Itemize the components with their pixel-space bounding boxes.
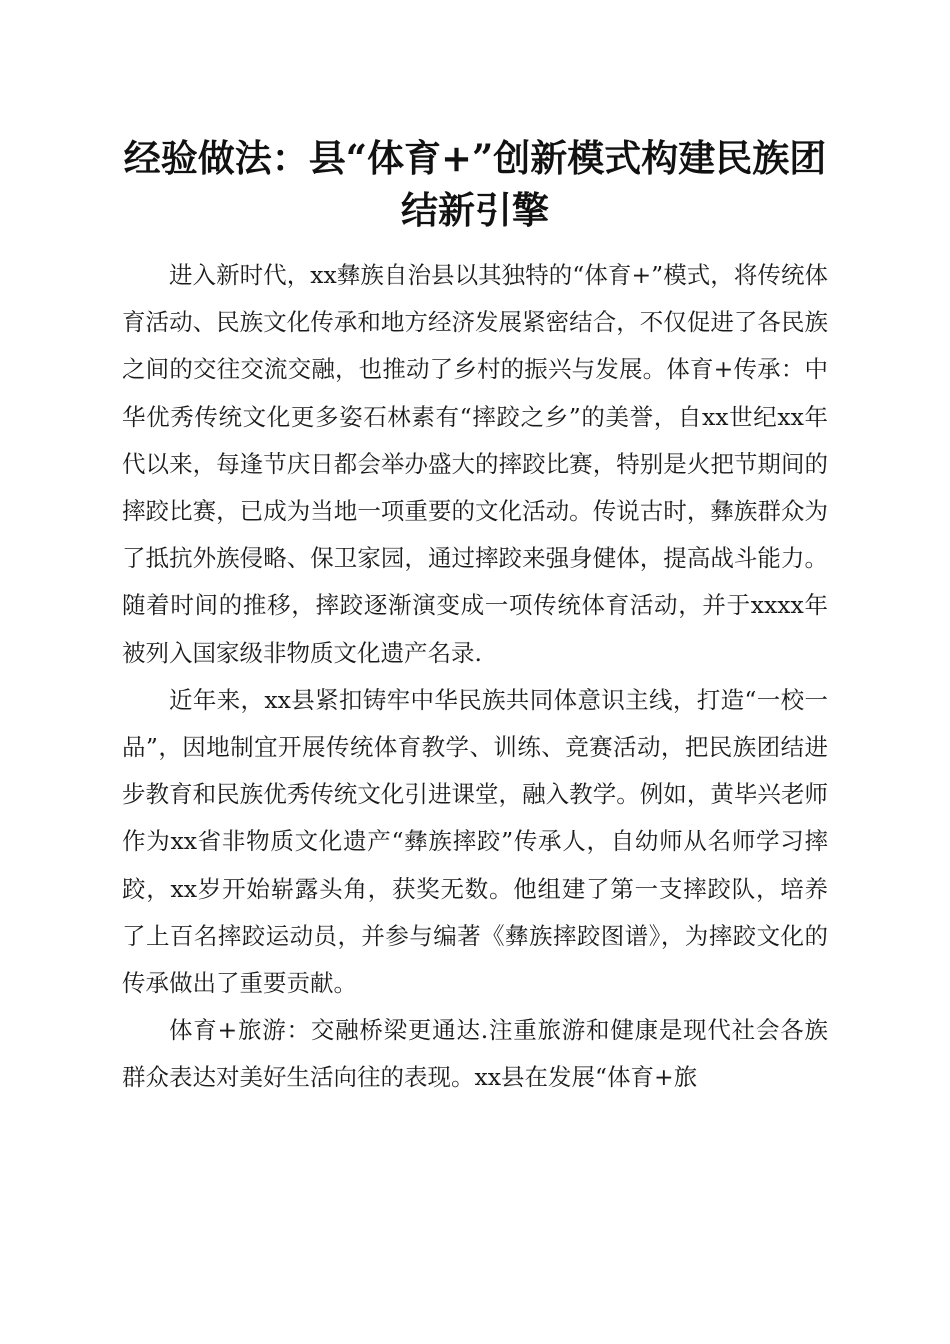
paragraph: 体育+旅游：交融桥梁更通达.注重旅游和健康是现代社会各族群众表达对美好生活向往的表现。xx县在发展“体育+旅 xyxy=(122,1016,828,1092)
paragraph: 近年来，xx县紧扣铸牢中华民族共同体意识主线，打造“一校一品”，因地制宜开展传统体育教学、训练、竞赛活动，把民族团结进步教育和民族优秀传统文化引进课堂，融入教学。例如，黄毕兴老师作为xx省非物质文化遗产“彝族摔跤”传承人，自幼师从名师学习摔跤，xx岁开始崭露头角，获奖无数。他组建了第一支摔跤队，培养了上百名摔跤运动员，并参与编著《彝族摔跤图谱》，为摔跤文化的传承做出了重要贡献。 xyxy=(122,685,828,998)
document-body xyxy=(122,252,828,1102)
document-title: 经验做法：县“体育+”创新模式构建民族团结新引擎 xyxy=(123,136,827,232)
paragraph: 进入新时代，xx彝族自治县以其独特的“体育+”模式，将传统体育活动、民族文化传承和地方经济发展紧密结合，不仅促进了各民族之间的交往交流交融，也推动了乡村的振兴与发展。体育+传承：中华优秀传统文化更多姿石林素有“摔跤之乡”的美誉，自xx世纪xx年代以来，每逢节庆日都会举办盛大的摔跤比赛，特别是火把节期间的摔跤比赛，已成为当地一项重要的文化活动。传说古时，彝族群众为了抵抗外族侵略、保卫家园，通过摔跤来强身健体，提高战斗能力。随着时间的推移，摔跤逐渐演变成一项传统体育活动，并于xxxx年被列入国家级非物质文化遗产名录. xyxy=(122,261,828,667)
